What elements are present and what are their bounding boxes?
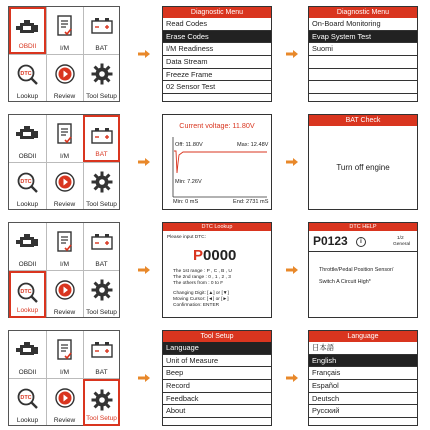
flow-row-obdii [0,2,430,106]
bat-check-screen [308,114,418,210]
dtc-code-rest: 0000 [203,247,237,264]
menu-tool-setup-label: Tool Setup [86,309,117,316]
dtc-help-desc-2: Switch A Circuit High* [319,279,371,285]
dtc-code-input[interactable] [193,247,236,264]
main-menu-grid [8,6,120,102]
battery-icon [85,123,118,149]
menu-obdii-label: OBDII [18,153,37,160]
document-icon [46,121,83,147]
svg-text:DTC: DTC [19,395,32,401]
diagnostic-menu-screen-2 [308,6,418,102]
menu-review[interactable] [46,271,83,318]
engine-icon [9,337,46,363]
start-time-label: Min: 0 mS [173,199,199,205]
dtc-move-hint: Moving Cursor: [◄] or [►] [173,297,229,302]
menu-item[interactable]: Erase Codes [163,31,271,44]
battery-icon [83,13,120,39]
menu-review-label: Review [53,309,76,316]
gear-icon [85,387,118,413]
menu-item[interactable]: Français [309,367,417,380]
menu-review[interactable] [46,163,83,210]
voltage-graph-screen [162,114,272,210]
menu-tool-setup[interactable] [83,271,120,318]
dtc-change-hint: Changing Digit: [▲] or [▼] [173,291,229,296]
menu-obdii[interactable] [9,115,46,162]
max-voltage-label: Max: 12.48V [237,142,269,148]
menu-bat[interactable] [83,7,120,54]
menu-item[interactable]: Data Stream [163,56,271,69]
language-screen [308,330,418,426]
menu-tool-setup-label: Tool Setup [86,93,117,100]
screen-title: DTC Lookup [163,223,271,231]
menu-item[interactable]: Read Codes [163,18,271,31]
menu-item-empty [309,81,417,94]
flow-row-bat [0,110,430,214]
menu-im-label: I/M [59,153,70,160]
svg-text:DTC: DTC [19,71,32,77]
flow-row-lookup [0,218,430,322]
diagnostic-menu-screen [162,6,272,102]
menu-item[interactable]: On-Board Monitoring [309,18,417,31]
main-menu-grid [8,114,120,210]
dtc-help-desc-1: Throttle/Pedal Position Sensor/ [319,267,394,273]
menu-im[interactable] [46,7,83,54]
battery-icon [83,337,120,363]
review-play-icon [46,277,83,303]
document-icon [46,337,83,363]
svg-text:DTC: DTC [19,179,32,185]
menu-item[interactable]: Español [309,380,417,393]
screen-title: Diagnostic Menu [163,7,271,18]
menu-bat-label: BAT [95,369,108,376]
menu-obdii[interactable] [9,331,46,378]
menu-bat-label: BAT [95,151,108,158]
battery-icon [83,229,120,255]
screen-title: BAT Check [309,115,417,126]
engine-icon [9,121,46,147]
menu-bat-label: BAT [95,45,108,52]
dtc-range-3: The others from : 0 to F [173,281,224,286]
review-play-icon [46,385,83,411]
menu-item[interactable]: Feedback [163,393,271,406]
bat-check-message: Turn off engine [336,163,390,172]
off-voltage-label: Off: 11.80V [175,142,203,148]
menu-item[interactable]: About [163,405,271,418]
menu-lookup[interactable] [9,379,46,426]
menu-tool-setup-label: Tool Setup [86,201,117,208]
menu-bat-label: BAT [95,261,108,268]
dtc-lookup-screen [162,222,272,318]
menu-item[interactable]: I/M Readiness [163,43,271,56]
menu-lookup[interactable] [9,55,46,102]
menu-lookup[interactable] [9,163,46,210]
menu-lookup-label: Lookup [16,93,39,100]
menu-item[interactable]: English [309,355,417,368]
info-icon[interactable]: i [356,237,366,247]
arrow-right-icon [138,266,150,274]
dtc-prompt: Please input DTC: [167,235,206,240]
menu-bat[interactable] [83,115,120,162]
document-icon [46,13,83,39]
menu-review-label: Review [53,201,76,208]
menu-obdii-label: OBDII [18,43,37,50]
dtc-magnifier-icon [9,169,46,195]
arrow-right-icon [138,374,150,382]
main-menu-grid [8,222,120,318]
menu-item[interactable]: Русский [309,405,417,418]
engine-icon [9,229,46,255]
screen-title: DTC HELP [309,223,417,231]
dtc-range-1: The 1st range : P , C , B , U [173,269,232,274]
menu-bat[interactable] [83,331,120,378]
dtc-magnifier-icon [11,279,44,305]
document-icon [46,229,83,255]
gear-icon [83,169,120,195]
menu-review[interactable] [46,55,83,102]
end-time-label: End: 2731 mS [233,199,269,205]
menu-bat[interactable] [83,223,120,270]
voltage-graph [163,115,272,210]
flow-row-tool-setup [0,326,430,430]
arrow-right-icon [286,374,298,382]
menu-obdii-label: OBDII [18,261,37,268]
menu-review[interactable] [46,379,83,426]
arrow-right-icon [138,158,150,166]
dtc-help-category: General [393,242,411,247]
dtc-help-screen [308,222,418,318]
menu-obdii[interactable] [9,223,46,270]
dtc-magnifier-icon [9,61,46,87]
menu-item[interactable]: Evap System Test [309,31,417,44]
dtc-magnifier-icon [9,385,46,411]
arrow-right-icon [138,50,150,58]
menu-item-empty [309,69,417,82]
menu-item[interactable]: 02 Sensor Test [163,81,271,94]
menu-lookup-label: Lookup [16,307,39,314]
review-play-icon [46,61,83,87]
main-menu-grid [8,330,120,426]
gear-icon [83,61,120,87]
menu-im[interactable] [46,115,83,162]
menu-im[interactable] [46,223,83,270]
svg-text:DTC: DTC [19,289,32,295]
screen-title: Diagnostic Menu [309,7,417,18]
menu-obdii-label: OBDII [18,369,37,376]
menu-item[interactable]: Unit of Measure [163,355,271,368]
gear-icon [83,277,120,303]
arrow-right-icon [286,158,298,166]
menu-im-label: I/M [59,45,70,52]
current-voltage-title: Current voltage: 11.80V [179,121,255,130]
arrow-right-icon [286,50,298,58]
menu-item[interactable]: Freeze Frame [163,69,271,82]
dtc-code-first-char: P [193,247,204,264]
menu-item[interactable]: 日本語 [309,342,417,355]
menu-review-label: Review [53,93,76,100]
menu-item[interactable]: Beep [163,367,271,380]
tool-setup-screen [162,330,272,426]
screen-title: Language [309,331,417,342]
dtc-confirm-hint: Confirmation: ENTER [173,303,220,308]
menu-lookup-label: Lookup [16,417,39,424]
min-voltage-label: Min: 7.26V [175,179,202,185]
dtc-range-2: The 2nd range : 0 , 1 , 2 , 3 [173,275,231,280]
menu-im[interactable] [46,331,83,378]
menu-item[interactable]: Language [163,342,271,355]
menu-lookup-label: Lookup [16,201,39,208]
menu-item[interactable]: Record [163,380,271,393]
menu-im-label: I/M [59,261,70,268]
menu-tool-setup[interactable] [83,379,120,426]
menu-im-label: I/M [59,369,70,376]
menu-item[interactable]: Suomi [309,43,417,56]
arrow-right-icon [286,266,298,274]
screen-title: Tool Setup [163,331,271,342]
menu-item[interactable]: Deutsch [309,393,417,406]
menu-item-empty [309,56,417,69]
menu-obdii[interactable] [9,7,46,54]
engine-icon [11,15,44,41]
menu-tool-setup[interactable] [83,55,120,102]
menu-tool-setup-label: Tool Setup [86,415,117,422]
dtc-help-code: P0123 [313,234,348,248]
menu-lookup[interactable] [9,271,46,318]
menu-tool-setup[interactable] [83,163,120,210]
dtc-help-page: 1/2 [397,236,404,241]
review-play-icon [46,169,83,195]
menu-review-label: Review [53,417,76,424]
